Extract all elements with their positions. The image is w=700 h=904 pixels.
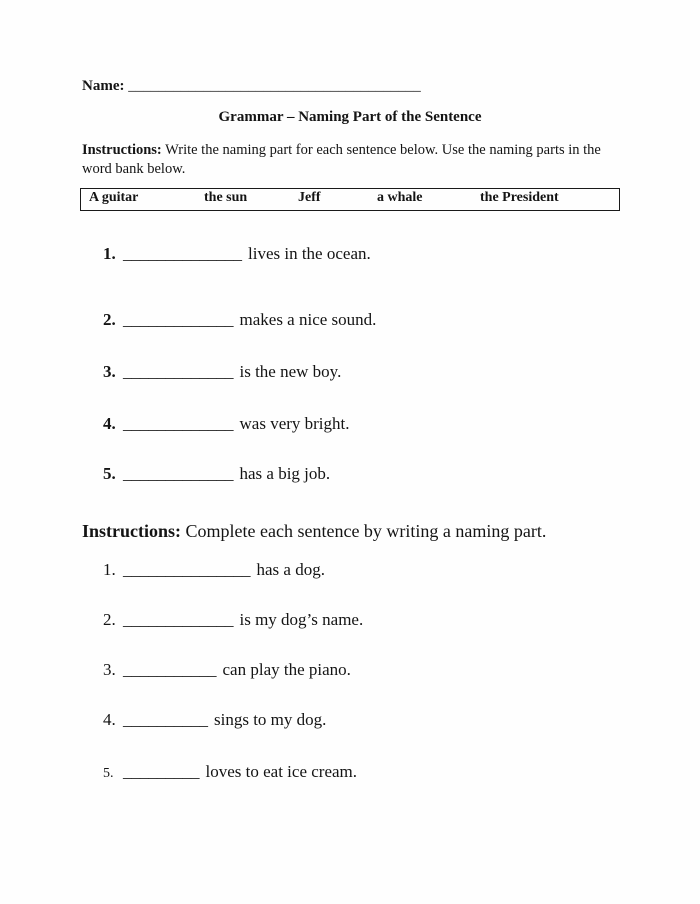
item-number: 5. [103,766,114,781]
sentence-item-a2 [103,309,618,331]
sentence-item-a3 [103,361,618,383]
answer-blank: _____________ [123,610,234,629]
instructions-a-text: Write the naming part for each sentence below. Use the naming parts in the word bank below. [82,142,601,177]
name-row [82,78,618,95]
item-number: 4. [103,414,116,433]
sentence-text: can play the piano. [222,660,351,679]
sentence-text: lives in the ocean. [248,244,371,263]
answer-blank: _______________ [123,560,251,579]
item-number: 5. [103,464,116,483]
sentence-item-b2 [103,609,618,631]
sentence-text: sings to my dog. [214,710,327,729]
name-label: Name: [82,78,125,94]
sentence-item-b5 [103,761,618,785]
answer-blank: _____________ [123,414,234,433]
section-a-items [103,243,618,485]
sentence-text: is the new boy. [239,362,342,381]
sentence-text: has a big job. [239,464,331,483]
page-title: Grammar – Naming Part of the Sentence [218,109,482,125]
sentence-text: is my dog’s name. [239,610,364,629]
answer-blank: ______________ [123,244,242,263]
instructions-a-label: Instructions: [82,142,162,158]
sentence-text: has a dog. [256,560,325,579]
item-number: 1. [103,560,116,579]
sentence-item-a4 [103,413,618,435]
section-b-items [103,559,618,785]
item-number: 3. [103,362,116,381]
word-bank-item: the President [480,190,559,205]
word-bank-item: the sun [204,190,248,205]
word-bank-item: Jeff [298,190,321,205]
instructions-b-text: Complete each sentence by writing a naming part. [181,521,547,541]
item-number: 2. [103,310,116,329]
sentence-item-b4 [103,709,618,731]
answer-blank: _________ [123,762,200,781]
sentence-item-a5 [103,463,618,485]
answer-blank: __________ [123,710,208,729]
instructions-section-a [82,141,618,179]
word-bank [80,188,620,211]
answer-blank: _____________ [123,362,234,381]
item-number: 4. [103,710,116,729]
word-bank-item: A guitar [89,190,139,205]
sentence-item-b3 [103,659,618,681]
sentence-text: makes a nice sound. [239,310,377,329]
name-write-line: _______________________________________ [128,78,421,94]
answer-blank: ___________ [123,660,217,679]
instructions-section-b [82,519,618,543]
answer-blank: _____________ [123,310,234,329]
sentence-text: was very bright. [239,414,350,433]
sentence-text: loves to eat ice cream. [205,762,358,781]
sentence-item-a1 [103,243,618,265]
word-bank-item: a whale [377,190,423,205]
instructions-b-label: Instructions: [82,521,182,541]
sentence-item-b1 [103,559,618,581]
item-number: 2. [103,610,116,629]
item-number: 1. [103,244,116,263]
item-number: 3. [103,660,116,679]
answer-blank: _____________ [123,464,234,483]
